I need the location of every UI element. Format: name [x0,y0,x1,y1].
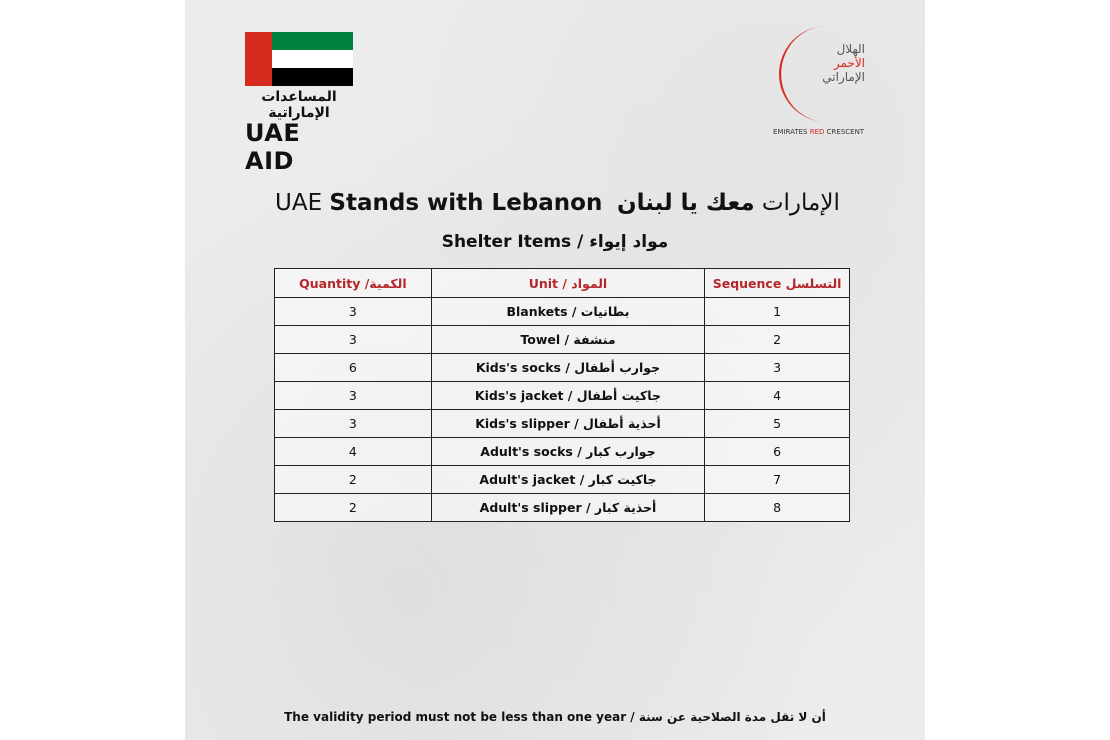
quantity-cell: 3 [275,382,432,410]
sequence-cell: 7 [705,466,850,494]
unit-cell: Adult's socks / جوارب كبار [431,438,704,466]
unit-cell: Kids's slipper / أحذية أطفال [431,410,704,438]
shelter-items-table [274,268,850,522]
erc-english-name: EMIRATES RED CRESCENT [773,128,865,136]
table-row [275,326,850,354]
quantity-cell: 3 [275,298,432,326]
sequence-cell: 4 [705,382,850,410]
quantity-cell: 6 [275,354,432,382]
table-row [275,382,850,410]
uae-aid-english-name: UAE AID [245,119,301,175]
validity-note: The validity period must not be less than one year / أن لا تقل مدة الصلاحية عن سنة [284,710,826,724]
column-header-sequence: Sequence التسلسل [705,269,850,298]
unit-cell: Kids's jacket / جاكيت أطفال [431,382,704,410]
sequence-cell: 5 [705,410,850,438]
table-row [275,410,850,438]
unit-cell: Adult's jacket / جاكيت كبار [431,466,704,494]
quantity-cell: 2 [275,494,432,522]
quantity-cell: 4 [275,438,432,466]
sequence-cell: 6 [705,438,850,466]
page-title: UAE Stands with Lebanon معك يا لبنان الإمارات [275,190,840,216]
column-header-unit: Unit / المواد [431,269,704,298]
sequence-cell: 1 [705,298,850,326]
table-header-row [275,269,850,298]
quantity-cell: 3 [275,326,432,354]
sequence-cell: 2 [705,326,850,354]
table-row [275,466,850,494]
uae-aid-arabic-name: المساعدات الإماراتية [261,89,337,121]
quantity-cell: 3 [275,410,432,438]
quantity-cell: 2 [275,466,432,494]
unit-cell: Adult's slipper / أحذية كبار [431,494,704,522]
page-subtitle: Shelter Items / مواد إيواء [441,232,669,252]
sequence-cell: 8 [705,494,850,522]
uae-aid-logo [245,32,355,175]
table-row [275,494,850,522]
table-row [275,298,850,326]
table-row [275,438,850,466]
column-header-quantity: Quantity /الكمية [275,269,432,298]
uae-flag-icon [245,32,353,86]
unit-cell: Towel / منشفة [431,326,704,354]
erc-arabic-name: الهلال الأحمر الإماراتي [822,42,865,84]
unit-cell: Blankets / بطانيات [431,298,704,326]
poster [185,0,925,740]
sequence-cell: 3 [705,354,850,382]
emirates-red-crescent-logo [775,22,875,142]
table-row [275,354,850,382]
unit-cell: Kids's socks / جوارب أطفال [431,354,704,382]
